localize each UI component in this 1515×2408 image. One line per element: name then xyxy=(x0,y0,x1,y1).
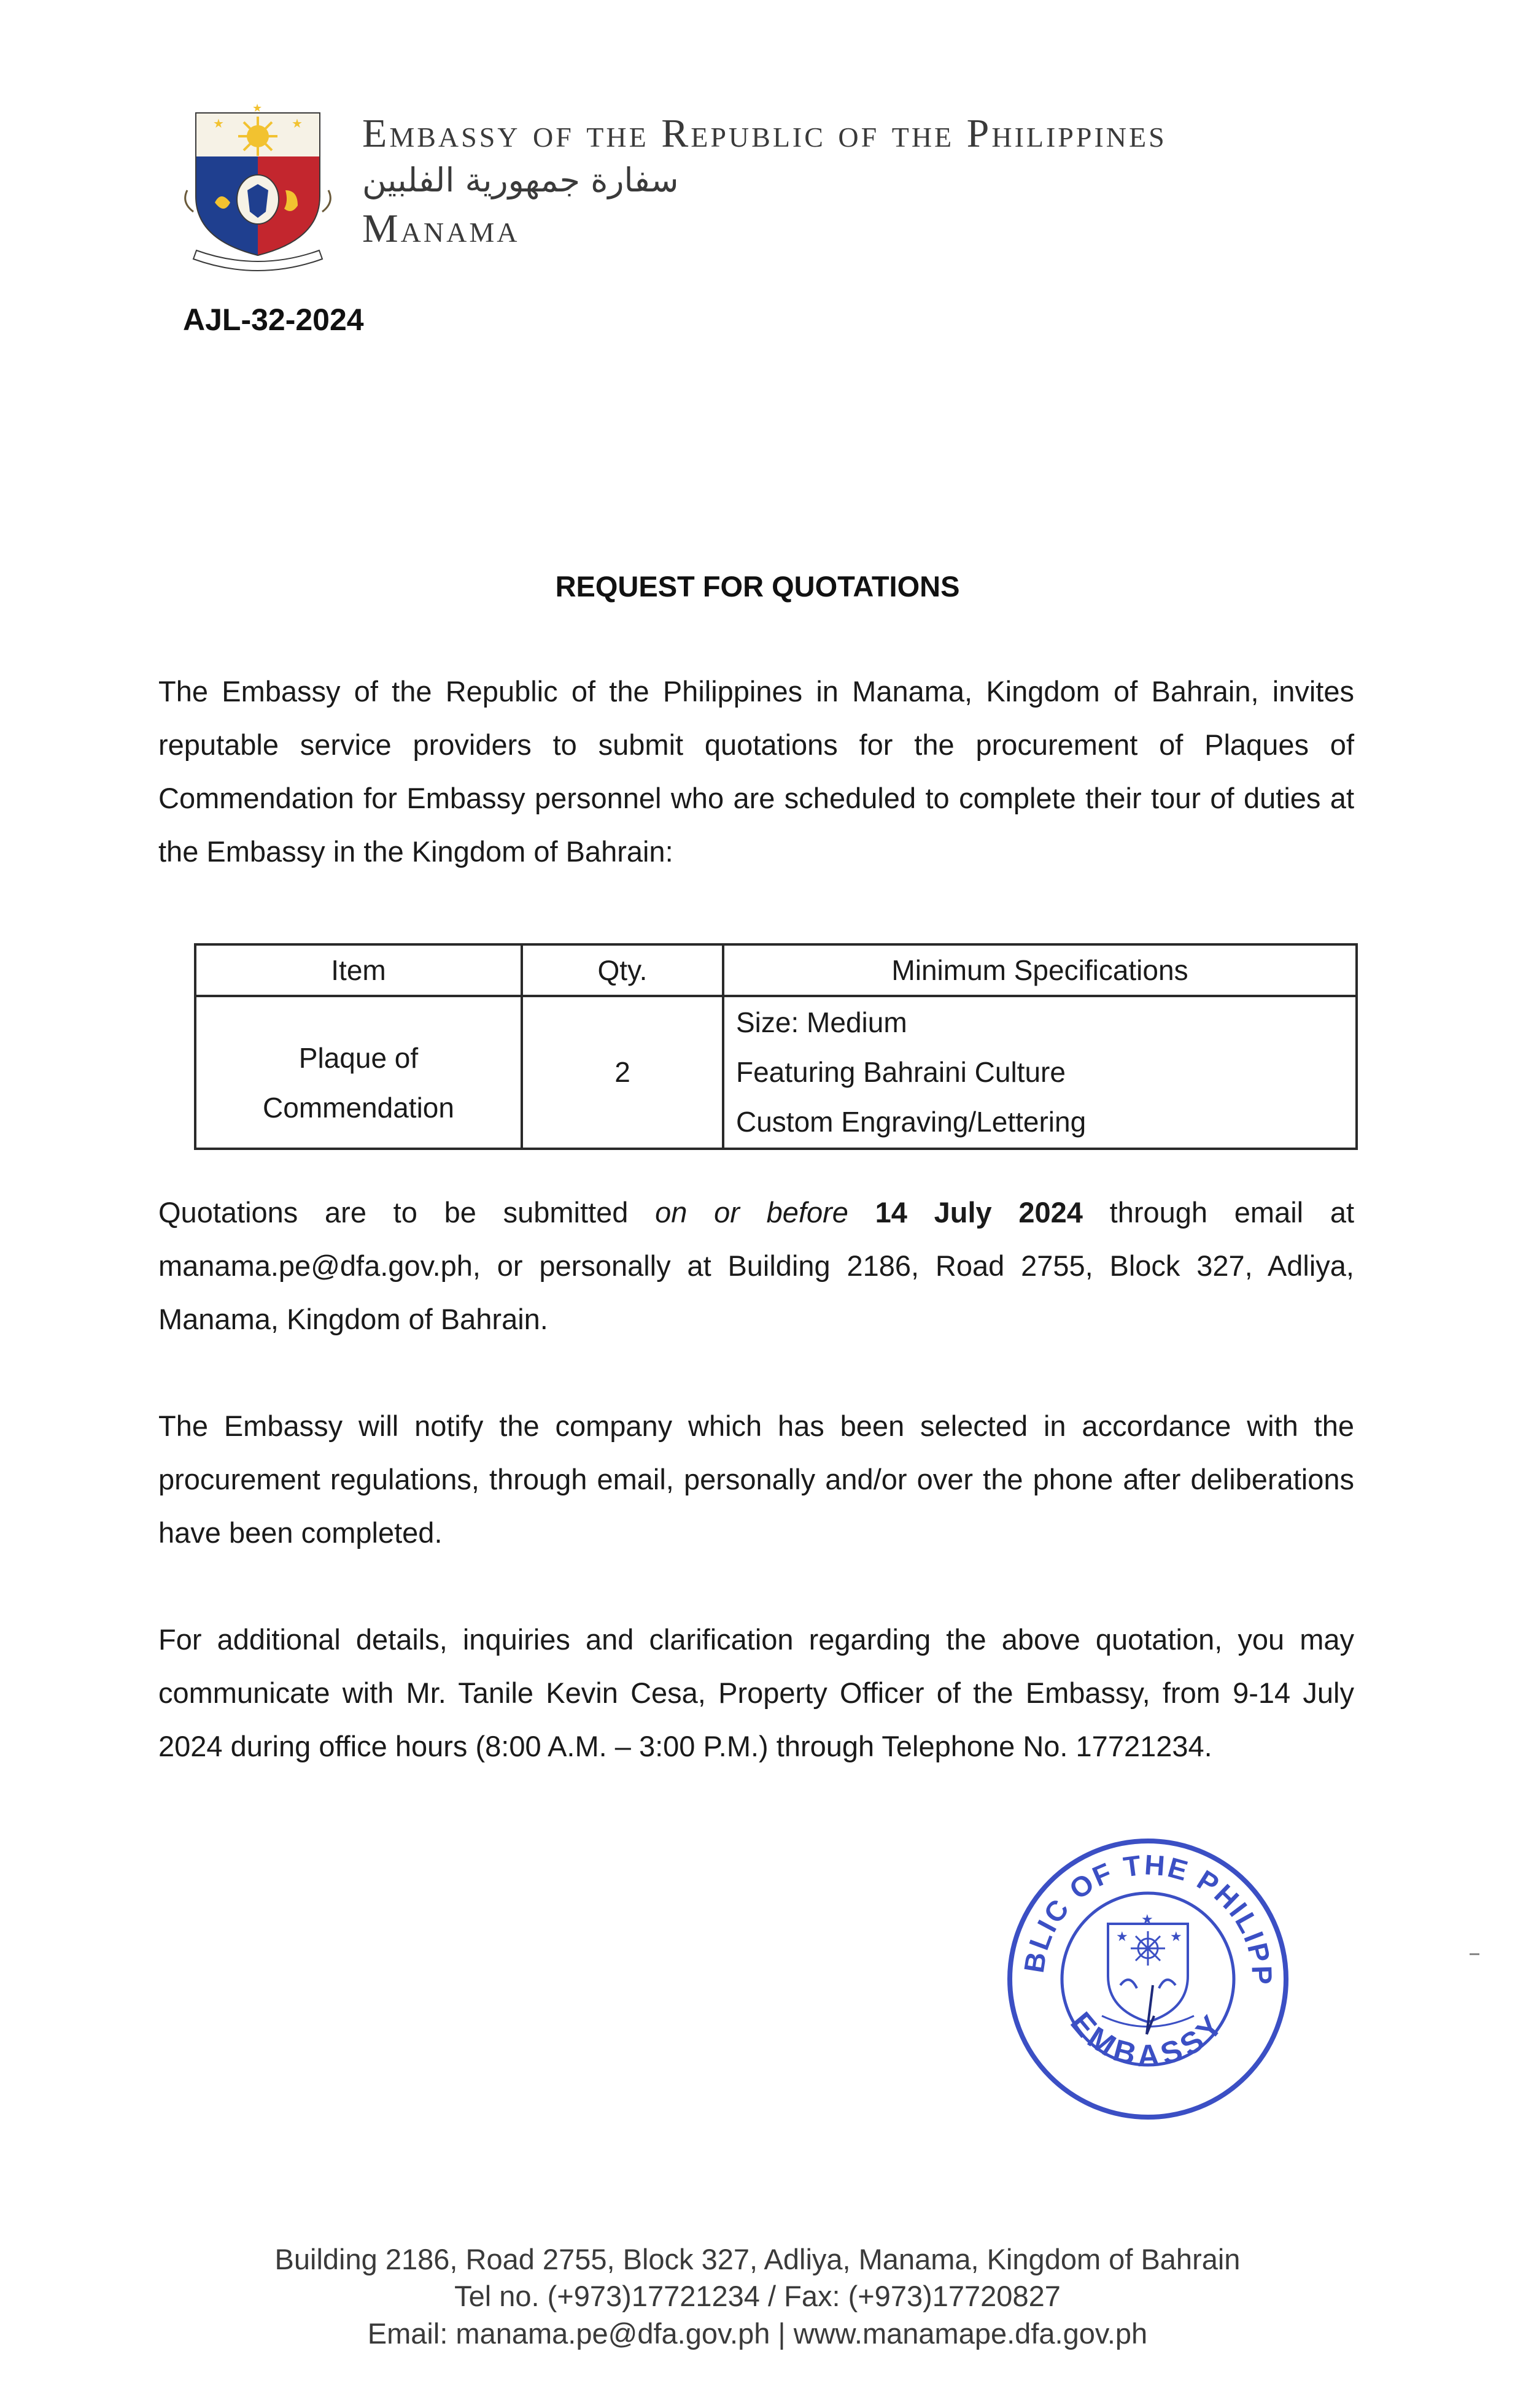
document-title: REQUEST FOR QUOTATIONS xyxy=(555,570,960,603)
seal-bottom-text: EMBASSY xyxy=(1064,2005,1232,2074)
specifications-cell xyxy=(723,996,1357,1149)
philippine-coat-of-arms-icon xyxy=(181,98,335,282)
submission-text-end: through email at manama.pe@dfa.gov.ph, or personally at Building 2186, Road 2755, Block 327, Adliya, Manama, Kingdom of Bahrain. xyxy=(158,1196,1355,1335)
svg-text:★: ★ xyxy=(213,117,224,131)
table-row xyxy=(195,996,1357,1149)
letterhead-city: Manama xyxy=(362,206,520,251)
spec-size: Size: Medium xyxy=(736,1006,907,1038)
submission-text-start: Quotations are to be submitted xyxy=(158,1196,656,1229)
reference-number: AJL-32-2024 xyxy=(183,303,364,337)
svg-text:★: ★ xyxy=(1170,1929,1182,1944)
header-item: Item xyxy=(195,944,522,996)
item-name-line1: Plaque of xyxy=(298,1041,419,1074)
notice-paragraph: The Embassy will notify the company which has been selected in accordance with the procurement regulations, through email, personally and/or over the phone after deliberations have been completed. xyxy=(158,1410,1354,1549)
svg-text:★: ★ xyxy=(292,117,303,131)
footer-address: Building 2186, Road 2755, Block 327, Adliya, Manama, Kingdom of Bahrain xyxy=(274,2243,1241,2275)
letterhead-title: Embassy of the Republic of the Philippines xyxy=(362,111,1167,156)
margin-mark xyxy=(1470,1953,1479,1955)
svg-text:★: ★ xyxy=(1141,1912,1153,1927)
intro-paragraph: The Embassy of the Republic of the Philippines in Manama, Kingdom of Bahrain, invites reputable service providers to submit quotations for the procurement of Plaques of Commendation for Embassy personnel who are scheduled to complete their tour of duties at the Embassy in the Kingdom of Bahrain: xyxy=(158,675,1354,868)
seal-top-text: BLIC OF THE PHILIPP xyxy=(1017,1848,1279,1987)
item-name-line2: Commendation xyxy=(263,1091,454,1124)
svg-text:REPUBLIC OF THE PHILIPPINES xyxy=(1001,1832,1278,1986)
header-qty: Qty. xyxy=(522,944,723,996)
contact-paragraph: For additional details, inquiries and clarification regarding the above quotation, you may communicate with Mr. Tanile Kevin Cesa, Property Officer of the Embassy, from 9-14 July 2024 during office hours (8:00 A.M. – 3:00 P.M.) through Telephone No. 17721234. xyxy=(158,1623,1354,1762)
submission-space xyxy=(848,1196,875,1229)
svg-text:★: ★ xyxy=(1116,1929,1128,1944)
qty-cell: 2 xyxy=(522,996,723,1149)
submission-paragraph xyxy=(158,1186,1354,1346)
embassy-seal-stamp-icon xyxy=(1001,1832,1295,2126)
table-header-row xyxy=(195,944,1357,996)
submission-emphasis: on or before xyxy=(655,1196,848,1229)
submission-deadline: 14 July 2024 xyxy=(875,1196,1083,1229)
spec-engraving: Custom Engraving/Lettering xyxy=(736,1106,1087,1138)
letterhead-arabic-title: سفارة جمهورية الفلبين xyxy=(362,161,679,199)
spec-theme: Featuring Bahraini Culture xyxy=(736,1056,1066,1088)
footer-email-web: Email: manama.pe@dfa.gov.ph | www.manamape.dfa.gov.ph xyxy=(367,2317,1148,2350)
item-cell xyxy=(195,996,522,1149)
header-specifications: Minimum Specifications xyxy=(723,944,1357,996)
footer-phone-fax: Tel no. (+973)17721234 / Fax: (+973)17720827 xyxy=(454,2280,1061,2312)
specifications-table xyxy=(194,943,1358,1150)
svg-text:★: ★ xyxy=(252,102,263,114)
